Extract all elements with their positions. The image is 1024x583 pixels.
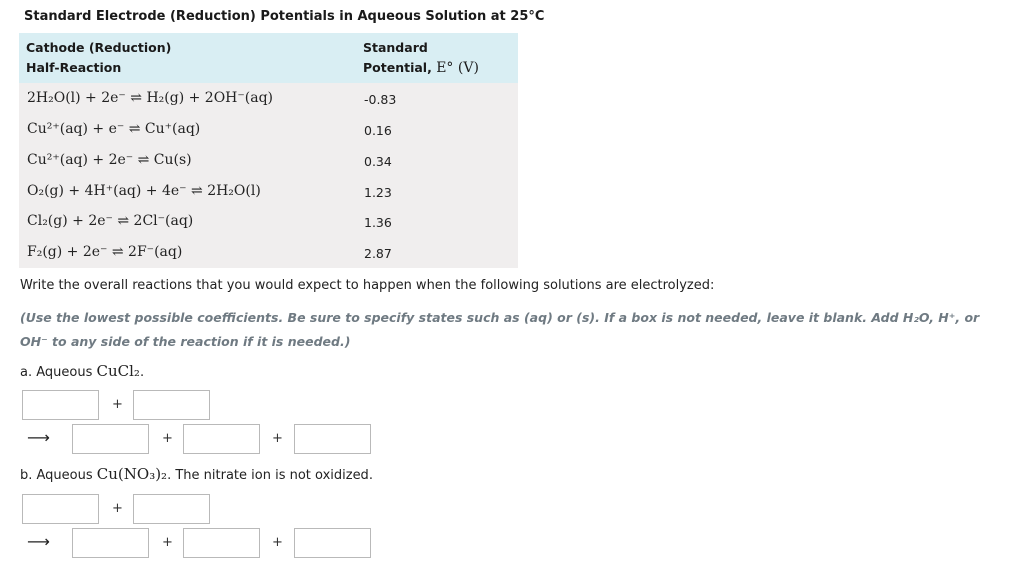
part-a-label-text: a. Aqueous: [20, 365, 93, 380]
part-a-label: [20, 362, 144, 380]
potentials-table: [19, 33, 518, 268]
part-a-formula: CuCl₂: [96, 362, 140, 380]
table-row-reaction: Cu²⁺(aq) + e⁻ ⇌ Cu⁺(aq): [27, 121, 201, 137]
part-b-product-box-2[interactable]: [183, 528, 260, 558]
part-a-reactant-box-2[interactable]: [133, 390, 210, 420]
part-a-product-box-1[interactable]: [72, 424, 149, 454]
table-row-value: 0.34: [364, 154, 392, 169]
part-b-product-box-3[interactable]: [294, 528, 371, 558]
header-col2-line2: Potential,: [363, 60, 432, 75]
table-title: Standard Electrode (Reduction) Potentials in Aqueous Solution at 25°C: [24, 9, 545, 24]
table-row-value: 2.87: [364, 246, 392, 261]
header-col2-line1: Standard: [363, 40, 428, 55]
part-b-label-text: b. Aqueous: [20, 468, 93, 483]
question-text: Write the overall reactions that you would expect to happen when the following solutions are electrolyzed:: [20, 278, 715, 293]
header-col2-line2-wrap: [363, 58, 479, 78]
part-a-reactant-box-1[interactable]: [22, 390, 99, 420]
reaction-arrow-icon: ⟶: [27, 532, 50, 551]
plus-sign: +: [272, 535, 283, 550]
table-header: [19, 33, 518, 83]
header-half-reaction: [26, 38, 171, 78]
header-col1-line2: Half-Reaction: [26, 60, 122, 75]
plus-sign: +: [112, 501, 123, 516]
table-row-reaction: F₂(g) + 2e⁻ ⇌ 2F⁻(aq): [27, 244, 183, 260]
header-col1-line1: Cathode (Reduction): [26, 40, 172, 55]
part-b-label: [20, 465, 373, 483]
plus-sign: +: [112, 397, 123, 412]
instructions-text: (Use the lowest possible coefficients. Be sure to specify states such as (aq) or (s). If a box is not needed, leave it blank. Add H₂O, H⁺, or OH⁻ to any side of the reaction if it is needed.): [20, 310, 980, 349]
table-row-value: 1.23: [364, 185, 392, 200]
plus-sign: +: [162, 535, 173, 550]
table-row-reaction: 2H₂O(l) + 2e⁻ ⇌ H₂(g) + 2OH⁻(aq): [27, 90, 274, 106]
table-row-value: -0.83: [364, 92, 397, 107]
part-b-formula: Cu(NO₃)₂: [96, 465, 168, 483]
part-b-suffix: . The nitrate ion is not oxidized.: [167, 468, 373, 483]
table-row-reaction: Cu²⁺(aq) + 2e⁻ ⇌ Cu(s): [27, 152, 192, 168]
part-b-product-box-1[interactable]: [72, 528, 149, 558]
reaction-arrow-icon: ⟶: [27, 428, 50, 447]
header-col2-symbol: E° (V): [436, 60, 479, 76]
part-a-product-box-3[interactable]: [294, 424, 371, 454]
header-potential: [363, 38, 479, 78]
table-row-reaction: O₂(g) + 4H⁺(aq) + 4e⁻ ⇌ 2H₂O(l): [27, 183, 261, 199]
table-row-reaction: Cl₂(g) + 2e⁻ ⇌ 2Cl⁻(aq): [27, 213, 194, 229]
plus-sign: +: [162, 431, 173, 446]
part-a-product-box-2[interactable]: [183, 424, 260, 454]
part-a-suffix: .: [139, 365, 145, 380]
plus-sign: +: [272, 431, 283, 446]
part-b-reactant-box-2[interactable]: [133, 494, 210, 524]
table-row-value: 0.16: [364, 123, 392, 138]
table-row-value: 1.36: [364, 215, 392, 230]
part-b-reactant-box-1[interactable]: [22, 494, 99, 524]
